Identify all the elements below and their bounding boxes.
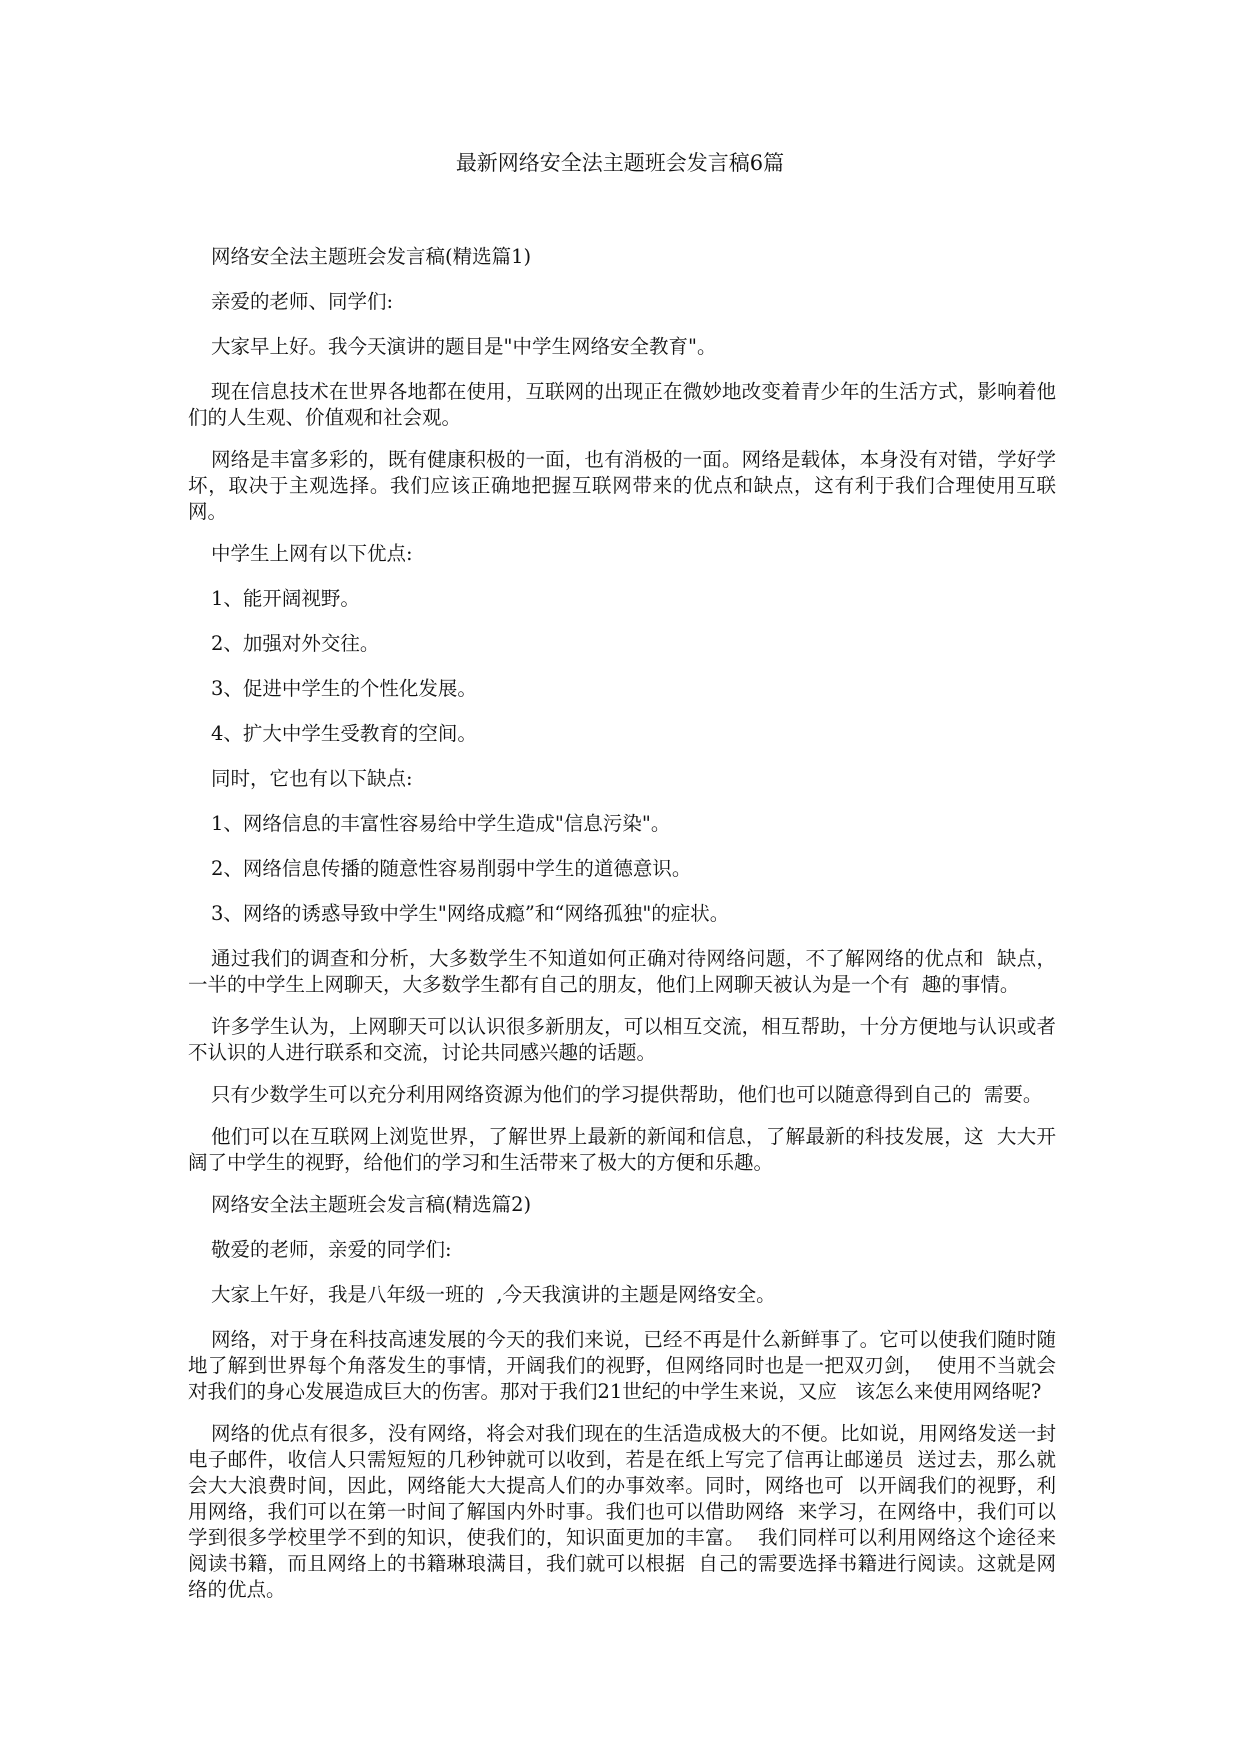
list-item: 2、网络信息传播的随意性容易削弱中学生的道德意识。 (211, 857, 692, 880)
paragraph: 网络的优点有很多，没有网络，将会对我们现在的生活造成极大的不便。比如说，用网络发送一封电子邮件，收信人只需短短的几秒钟就可以收到，若是在纸上写完了信再让邮递员 送过去，那么就会大大浪费时间，因此，网络能大大提高人们的办事效率。同时，网络也可 以开阔我们的视野，利用网络，我们可以在第一时间了解国内外时事。我们也可以借助网络 来学习，在网络中，我们可以学到很多学校里学不到的知识，使我们的，知识面更加的丰富。 我们同样可以利用网络这个途径来阅读书籍，而且网络上的书籍琳琅满目，我们就可以根据 自己的需要选择书籍进行阅读。这就是网络的优点。 (188, 1422, 1056, 1601)
list-item: 4、扩大中学生受教育的空间。 (211, 722, 477, 745)
list-item: 2、加强对外交往。 (211, 632, 380, 655)
salutation: 敬爱的老师，亲爱的同学们: (211, 1238, 452, 1261)
paragraph: 大家上午好，我是八年级一班的 ,今天我演讲的主题是网络安全。 (211, 1283, 776, 1306)
list-item: 3、网络的诱惑导致中学生"网络成瘾”和“网络孤独"的症状。 (211, 902, 730, 925)
paragraph: 许多学生认为，上网聊天可以认识很多新朋友，可以相互交流，相互帮助，十分方便地与认识或者不认识的人进行联系和交流，讨论共同感兴趣的话题。 (188, 1015, 1056, 1064)
document-title: 最新网络安全法主题班会发言稿6篇 (455, 151, 785, 175)
paragraph: 通过我们的调查和分析，大多数学生不知道如何正确对待网络问题，不了解网络的优点和 缺点， 一半的中学生上网聊天，大多数学生都有自己的朋友，他们上网聊天被认为是一个有 趣的事情。 (188, 947, 1069, 996)
list-item: 1、能开阔视野。 (211, 587, 360, 610)
paragraph: 他们可以在互联网上浏览世界，了解世界上最新的新闻和信息，了解最新的科技发展，这 大大开阔了中学生的视野，给他们的学习和生活带来了极大的方便和乐趣。 (188, 1125, 1056, 1174)
paragraph: 现在信息技术在世界各地都在使用，互联网的出现正在微妙地改变着青少年的生活方式，影响着他们的人生观、价值观和社会观。 (188, 380, 1056, 429)
paragraph: 网络，对于身在科技高速发展的今天的我们来说，已经不再是什么新鲜事了。它可以使我们随时随地了解到世界每个角落发生的事情，开阔我们的视野，但网络同时也是一把双刃剑， 使用不当就会对我们的身心发展造成巨大的伤害。那对于我们21世纪的中学生来说，又应 该怎么来使用网络呢? (188, 1328, 1056, 1403)
document-body (188, 244, 1069, 1619)
section-heading: 网络安全法主题班会发言稿(精选篇2) (211, 1193, 532, 1216)
list-item: 1、网络信息的丰富性容易给中学生造成"信息污染"。 (211, 812, 671, 835)
paragraph: 网络是丰富多彩的，既有健康积极的一面，也有消极的一面。网络是载体，本身没有对错，学好学坏，取决于主观选择。我们应该正确地把握互联网带来的优点和缺点，这有利于我们合理使用互联网。 (188, 448, 1056, 523)
paragraph: 只有少数学生可以充分利用网络资源为他们的学习提供帮助，他们也可以随意得到自己的 需要。 (211, 1083, 1043, 1106)
list-item: 3、促进中学生的个性化发展。 (211, 677, 477, 700)
paragraph: 同时，它也有以下缺点: (211, 767, 413, 790)
salutation: 亲爱的老师、同学们: (211, 290, 394, 313)
paragraph: 中学生上网有以下优点: (211, 542, 413, 565)
paragraph: 大家早上好。我今天演讲的题目是"中学生网络安全教育"。 (211, 335, 717, 358)
section-heading: 网络安全法主题班会发言稿(精选篇1) (211, 245, 532, 268)
